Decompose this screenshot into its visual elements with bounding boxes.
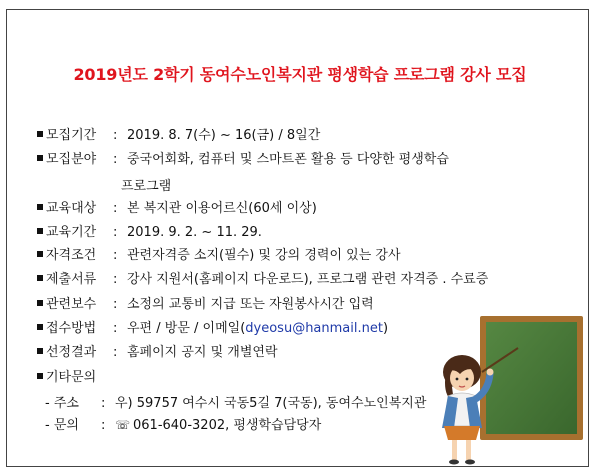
item-label: 관련보수: [46, 297, 97, 312]
item-label: 교육대상: [46, 201, 97, 216]
item-value: 소정의 교통비 지급 또는 자원봉사시간 입력: [127, 297, 374, 312]
chalkboard-icon: [480, 316, 583, 440]
item-label: 모집기간: [46, 128, 97, 143]
item-label: 선정결과: [46, 345, 97, 360]
contact-address: - 주소 : 우) 59757 여수시 국동5길 7(국동), 동여수노인복지관: [45, 392, 426, 411]
list-item-edu-period: 교육기간 : 2019. 9. 2. ~ 11. 29.: [37, 225, 262, 241]
item-label: 접수방법: [46, 321, 97, 336]
phone-icon: ☏: [115, 418, 131, 432]
item-value: 홈페이지 공지 및 개별연락: [127, 345, 278, 360]
phone-value: 061-640-3202, 평생학습담당자: [133, 418, 322, 433]
list-item-field: 모집분야 : 중국어회화, 컴퓨터 및 스마트폰 활용 등 다양한 평생학습: [37, 152, 449, 168]
item-value: 강사 지원서(홈페이지 다운로드), 프로그램 관련 자격증 . 수료증: [127, 272, 489, 287]
item-value-prefix: 우편 / 방문 / 이메일(: [127, 321, 246, 336]
item-value: 관련자격증 소지(필수) 및 강의 경력이 있는 강사: [127, 248, 401, 263]
item-value: 2019. 9. 2. ~ 11. 29.: [127, 225, 262, 240]
item-label: 교육기간: [46, 225, 97, 240]
item-label: 제출서류: [46, 272, 97, 287]
phone-label: - 문의: [45, 418, 79, 433]
list-item-apply: 접수방법 : 우편 / 방문 / 이메일(dyeosu@hanmail.net): [37, 321, 388, 337]
item-label: 기타문의: [46, 370, 97, 385]
list-item-target: 교육대상 : 본 복지관 이용어르신(60세 이상): [37, 201, 317, 217]
list-item-documents: 제출서류 : 강사 지원서(홈페이지 다운로드), 프로그램 관련 자격증 . 수료증: [37, 272, 488, 288]
list-item-period: 모집기간 : 2019. 8. 7(수) ~ 16(금) / 8일간: [37, 128, 320, 144]
item-value: 중국어회화, 컴퓨터 및 스마트폰 활용 등 다양한 평생학습: [127, 152, 449, 167]
item-value: 2019. 8. 7(수) ~ 16(금) / 8일간: [127, 128, 321, 143]
item-label: 모집분야: [46, 152, 97, 167]
contact-phone: - 문의 : ☏ 061-640-3202, 평생학습담당자: [45, 414, 321, 433]
list-item-qualification: 자격조건 : 관련자격증 소지(필수) 및 강의 경력이 있는 강사: [37, 248, 401, 264]
item-label: 자격조건: [46, 248, 97, 263]
item-value-suffix: ): [382, 321, 389, 336]
list-item-result: 선정결과 : 홈페이지 공지 및 개별연락: [37, 345, 278, 361]
email-link[interactable]: dyeosu@hanmail.net: [245, 321, 383, 336]
item-value: 본 복지관 이용어르신(60세 이상): [127, 201, 317, 216]
page-title: 2019년도 2학기 동여수노인복지관 평생학습 프로그램 강사 모집: [73, 65, 527, 84]
item-value-continued: 프로그램: [121, 179, 172, 194]
list-item-pay: 관련보수 : 소정의 교통비 지급 또는 자원봉사시간 입력: [37, 297, 374, 313]
address-label: - 주소: [45, 396, 79, 411]
address-value: 우) 59757 여수시 국동5길 7(국동), 동여수노인복지관: [115, 396, 427, 411]
